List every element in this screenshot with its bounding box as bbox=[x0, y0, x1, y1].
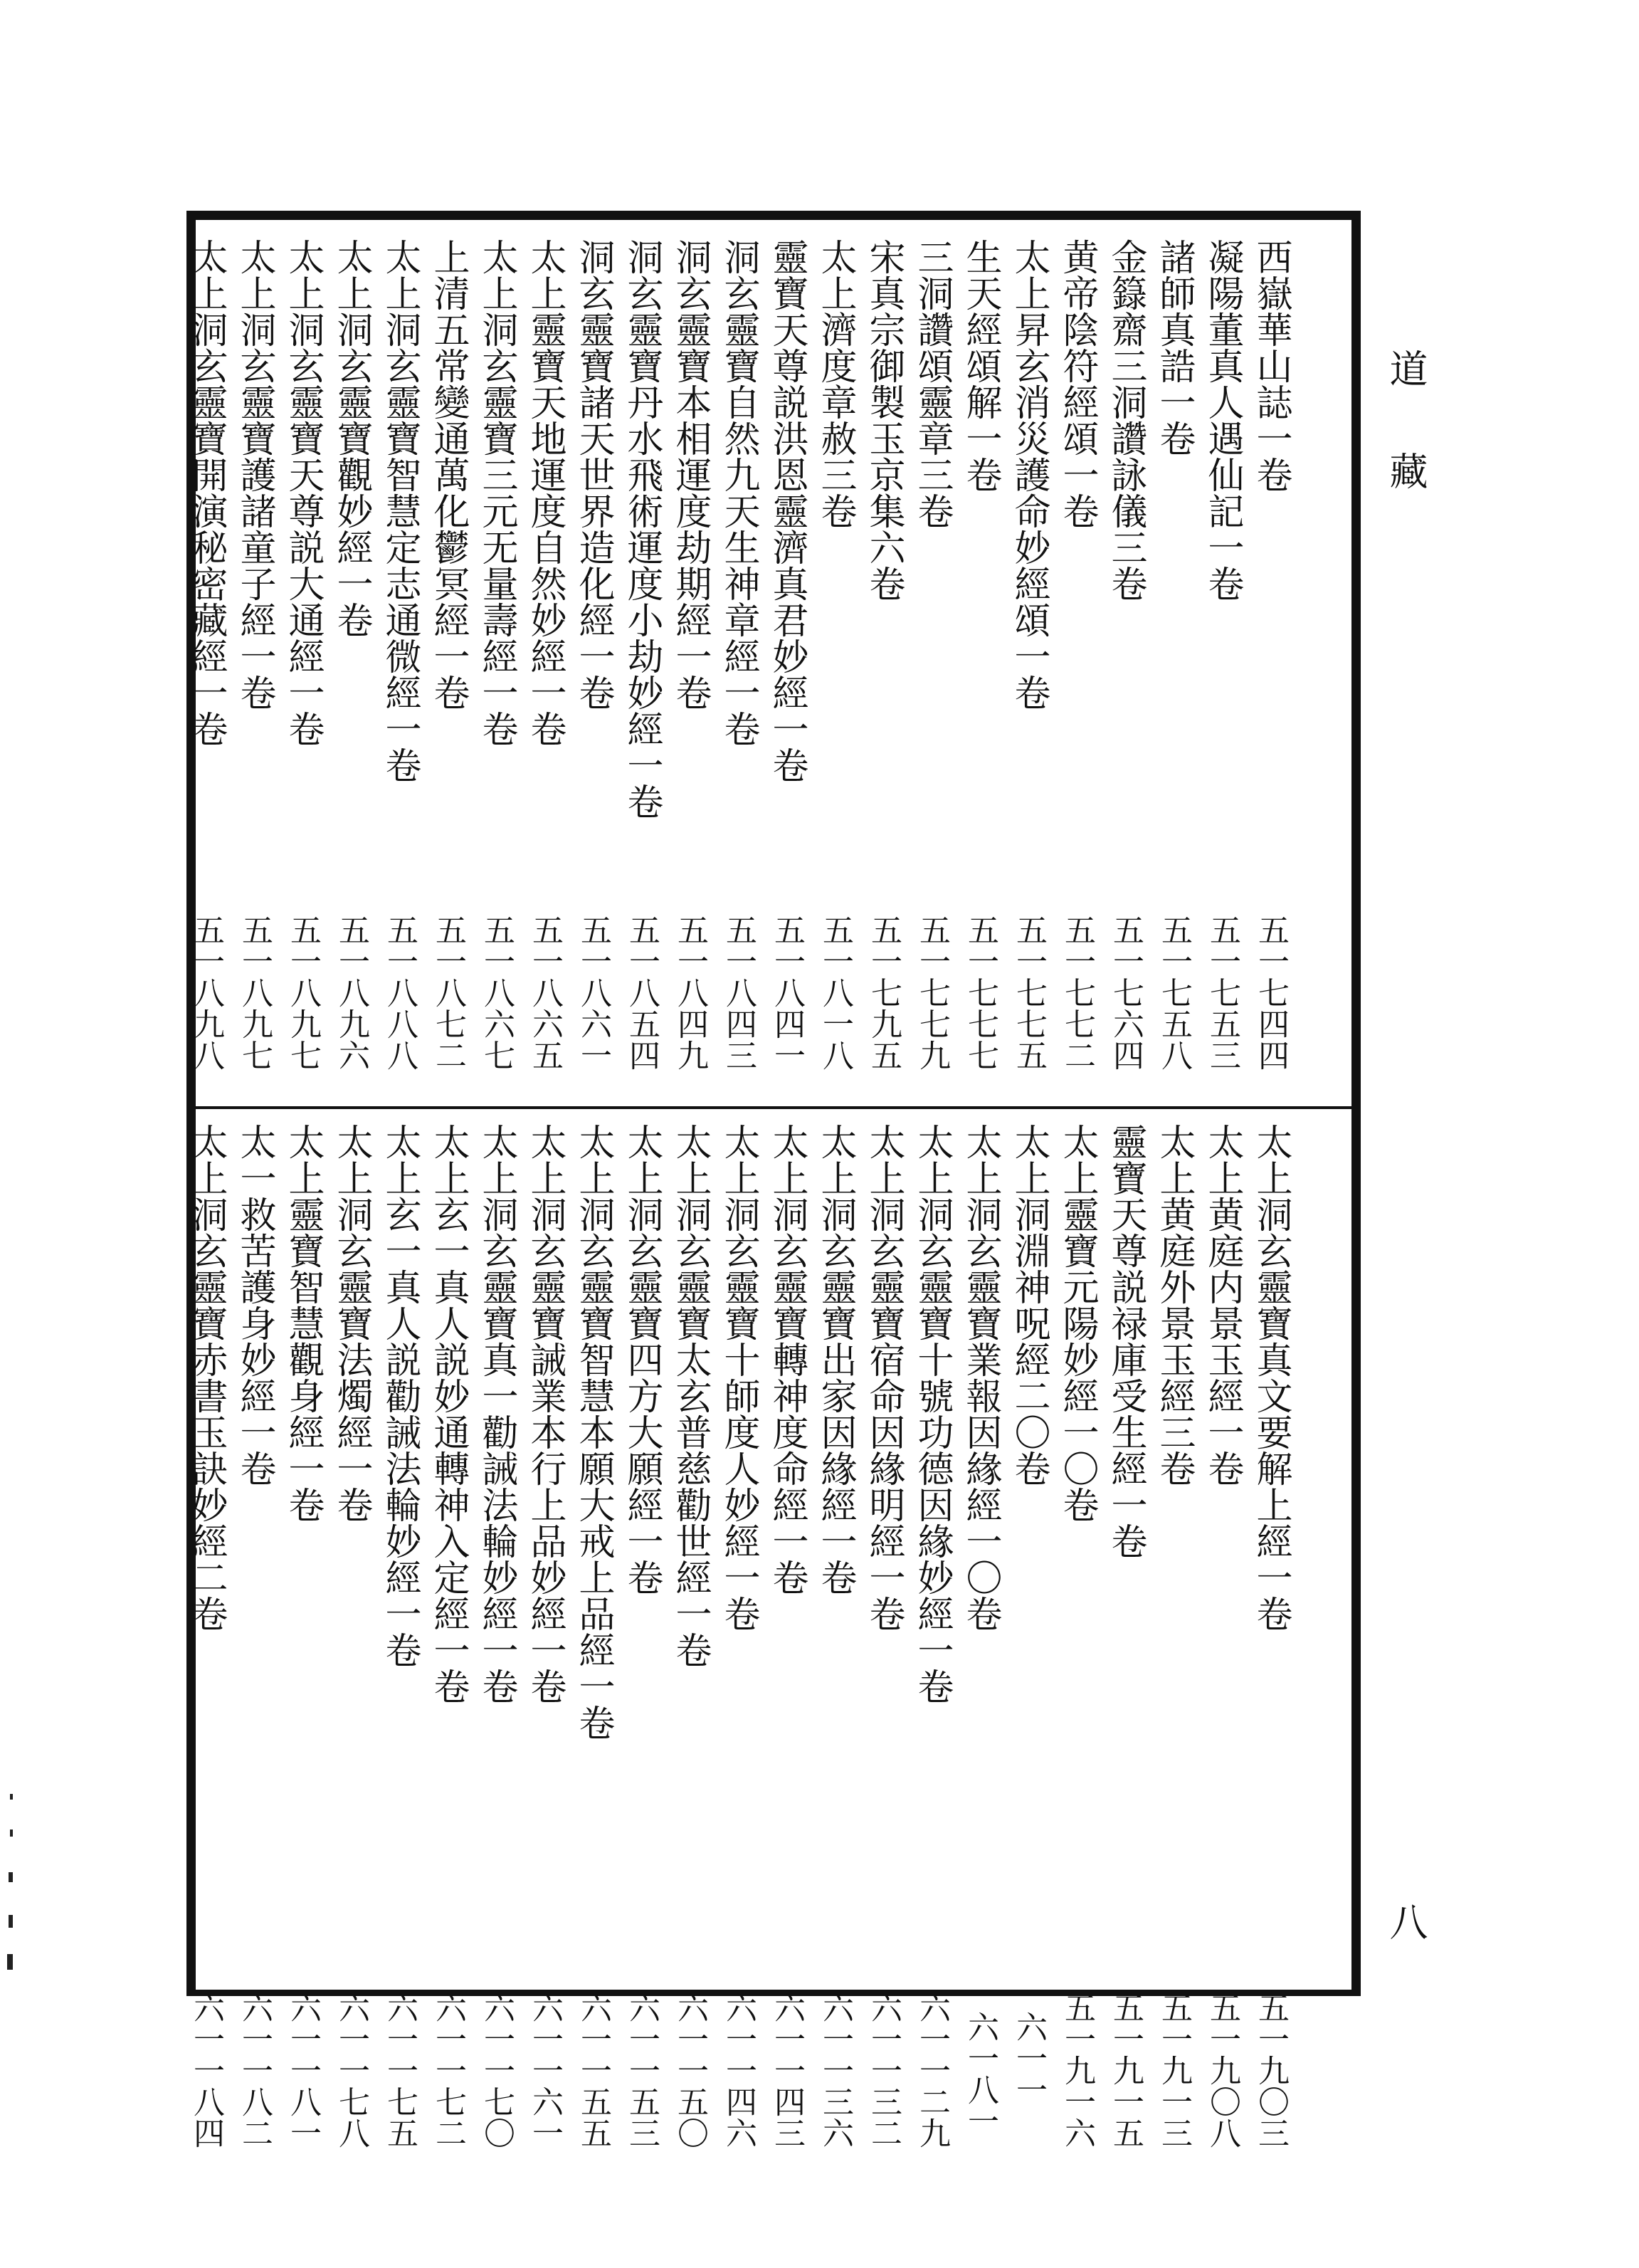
entry-title: 金籙齋三洞讚詠儀三卷 bbox=[1105, 238, 1147, 602]
entry-page: 六一一七二 bbox=[430, 1992, 466, 2148]
entry-title: 太上洞玄靈寶太玄普慈勸世經一卷 bbox=[669, 1123, 711, 1668]
entry-title: 諸師真誥一卷 bbox=[1153, 238, 1195, 456]
entry-page: 六一一八二 bbox=[236, 1992, 273, 2148]
scan-speck bbox=[9, 1915, 13, 1928]
entry-page: 六一一四三 bbox=[769, 1992, 805, 2148]
entry-title: 太上黄庭内景玉經一卷 bbox=[1201, 1123, 1243, 1486]
entry-page: 五一八六七 bbox=[478, 914, 515, 1071]
entry-page: 六一一七〇 bbox=[478, 1992, 515, 2148]
entry-page: 五一九一五 bbox=[1107, 1992, 1144, 2148]
scan-speck bbox=[10, 1794, 13, 1800]
entry-page: 五一八六一 bbox=[575, 914, 611, 1071]
entry-title: 太上洞玄靈寶三元无量壽經一卷 bbox=[475, 238, 517, 747]
entry-title: 生天經頌解一卷 bbox=[959, 238, 1001, 493]
lower-register bbox=[185, 1109, 1351, 2148]
entry-page: 五一七七九 bbox=[914, 914, 950, 1071]
entry-page: 五一九一六 bbox=[1059, 1992, 1095, 2148]
entry-page: 五一七七五 bbox=[1011, 914, 1047, 1071]
entry-page: 五一八八八 bbox=[381, 914, 418, 1071]
entry-page: 五一七五三 bbox=[1204, 914, 1240, 1071]
entry-page: 六一一 bbox=[1011, 2011, 1047, 2105]
entry-page: 六一一二九 bbox=[914, 1992, 950, 2148]
scan-speck bbox=[10, 1829, 13, 1837]
entry-page: 五一八九七 bbox=[236, 914, 273, 1071]
entry-title: 太上洞玄靈寶轉神度命經一卷 bbox=[766, 1123, 808, 1595]
entry-page: 五一七九五 bbox=[865, 914, 902, 1071]
entry-title: 太上洞玄靈寶真一勸誡法輪妙經一卷 bbox=[475, 1123, 517, 1704]
entry-title: 太上洞玄靈寶真文要解上經一卷 bbox=[1250, 1123, 1292, 1632]
scan-speck bbox=[9, 1872, 13, 1882]
entry-page: 六一一七八 bbox=[333, 1992, 369, 2148]
entry-title: 西嶽華山誌一卷 bbox=[1250, 238, 1292, 493]
entry-page: 五一八六五 bbox=[527, 914, 563, 1071]
entry-title: 太上濟度章赦三卷 bbox=[814, 238, 856, 529]
entry-page: 五一九一三 bbox=[1156, 1992, 1192, 2148]
entry-page: 六一一五〇 bbox=[672, 1992, 708, 2148]
entry-title: 洞玄靈寶自然九天生神章經一卷 bbox=[717, 238, 759, 747]
entry-title: 太上洞玄靈寶十號功德因緣妙經一卷 bbox=[911, 1123, 953, 1704]
entry-page: 六一八一 bbox=[962, 2011, 998, 2136]
entry-page: 五一九〇八 bbox=[1204, 1992, 1240, 2148]
entry-page: 五一八九六 bbox=[333, 914, 369, 1071]
entry-title: 太上洞玄靈寶法燭經一卷 bbox=[330, 1123, 372, 1523]
entry-title: 太上洞玄靈寶智慧本願大戒上品經一卷 bbox=[572, 1123, 614, 1741]
entry-page: 六一一四六 bbox=[720, 1992, 757, 2148]
entry-page: 五一八四九 bbox=[672, 914, 708, 1071]
entry-page: 五一七四四 bbox=[1253, 914, 1289, 1071]
entry-title: 太上洞玄靈寶觀妙經一卷 bbox=[330, 238, 372, 638]
entry-title: 洞玄靈寶本相運度劫期經一卷 bbox=[669, 238, 711, 710]
entry-title: 太上靈寶天地運度自然妙經一卷 bbox=[524, 238, 566, 747]
entry-page: 五一七七二 bbox=[1059, 914, 1095, 1071]
catalog-frame bbox=[185, 211, 1361, 2148]
entry-title: 靈寶天尊説禄庫受生經一卷 bbox=[1105, 1123, 1147, 1559]
entry-page: 五一八一八 bbox=[817, 914, 853, 1071]
entry-title: 太上洞淵神呪經二〇卷 bbox=[1008, 1123, 1050, 1486]
entry-title: 三洞讚頌靈章三卷 bbox=[911, 238, 953, 529]
entry-page: 六一一三二 bbox=[865, 1992, 902, 2148]
entry-title: 凝陽董真人遇仙記一卷 bbox=[1201, 238, 1243, 602]
running-title: 道藏 bbox=[1384, 349, 1428, 554]
entry-page: 五一八四一 bbox=[769, 914, 805, 1071]
entry-page: 六一一六一 bbox=[527, 1992, 563, 2148]
entry-title: 洞玄靈寶丹水飛術運度小劫妙經一卷 bbox=[621, 238, 663, 819]
entry-title: 宋真宗御製玉京集六卷 bbox=[863, 238, 905, 602]
entry-title: 太上洞玄靈寶天尊説大通經一卷 bbox=[282, 238, 324, 747]
entry-page: 六一一七五 bbox=[381, 1992, 418, 2148]
entry-title: 太上洞玄靈寶十師度人妙經一卷 bbox=[717, 1123, 759, 1632]
entry-title: 太上洞玄靈寶赤書玉訣妙經二卷 bbox=[185, 1123, 227, 1632]
entry-page: 五一八七二 bbox=[430, 914, 466, 1071]
entry-title: 靈寶天尊説洪恩靈濟真君妙經一卷 bbox=[766, 238, 808, 783]
entry-title: 太上洞玄靈寶開演秘密藏經一卷 bbox=[185, 238, 227, 747]
entry-page: 六一一八四 bbox=[188, 1992, 224, 2148]
entry-page: 六一一八一 bbox=[285, 1992, 321, 2148]
entry-page: 五一八五四 bbox=[623, 914, 660, 1071]
entry-title: 上清五常變通萬化鬱冥經一卷 bbox=[427, 238, 469, 710]
scan-speck bbox=[7, 1954, 13, 1970]
entry-title: 太上昇玄消災護命妙經頌一卷 bbox=[1008, 238, 1050, 710]
entry-page: 六一一五三 bbox=[623, 1992, 660, 2148]
entry-title: 洞玄靈寶諸天世界造化經一卷 bbox=[572, 238, 614, 710]
entry-page: 六一一三六 bbox=[817, 1992, 853, 2148]
entry-title: 太上玄一真人説勸誡法輪妙經一卷 bbox=[379, 1123, 421, 1668]
entry-page: 五一七五八 bbox=[1156, 914, 1192, 1071]
entry-title: 太上洞玄靈寶護諸童子經一卷 bbox=[233, 238, 275, 710]
entry-title: 太上玄一真人説妙通轉神入定經一卷 bbox=[427, 1123, 469, 1704]
entry-title: 太上洞玄靈寶業報因緣經一〇卷 bbox=[959, 1123, 1001, 1632]
entry-title: 太上洞玄靈寶宿命因緣明經一卷 bbox=[863, 1123, 905, 1632]
entry-title: 太上洞玄靈寶智慧定志通微經一卷 bbox=[379, 238, 421, 783]
upper-register bbox=[185, 220, 1351, 1106]
entry-title: 太上洞玄靈寶四方大願經一卷 bbox=[621, 1123, 663, 1595]
entry-page: 五一八九八 bbox=[188, 914, 224, 1071]
entry-title: 太上靈寶元陽妙經一〇卷 bbox=[1056, 1123, 1098, 1523]
entry-page: 六一一五五 bbox=[575, 1992, 611, 2148]
entry-page: 五一七七七 bbox=[962, 914, 998, 1071]
entry-title: 太一救苦護身妙經一卷 bbox=[233, 1123, 275, 1486]
entry-page: 五一八九七 bbox=[285, 914, 321, 1071]
entry-title: 太上黄庭外景玉經三卷 bbox=[1153, 1123, 1195, 1486]
entry-page: 五一九〇三 bbox=[1253, 1992, 1289, 2148]
entry-title: 太上洞玄靈寶誡業本行上品妙經一卷 bbox=[524, 1123, 566, 1704]
entry-title: 太上洞玄靈寶出家因緣經一卷 bbox=[814, 1123, 856, 1595]
entry-page: 五一七六四 bbox=[1107, 914, 1144, 1071]
entry-title: 太上靈寶智慧觀身經一卷 bbox=[282, 1123, 324, 1523]
entry-page: 五一八四三 bbox=[720, 914, 757, 1071]
folio-number: 八 bbox=[1384, 1902, 1428, 1941]
entry-title: 黄帝陰符經頌一卷 bbox=[1056, 238, 1098, 529]
